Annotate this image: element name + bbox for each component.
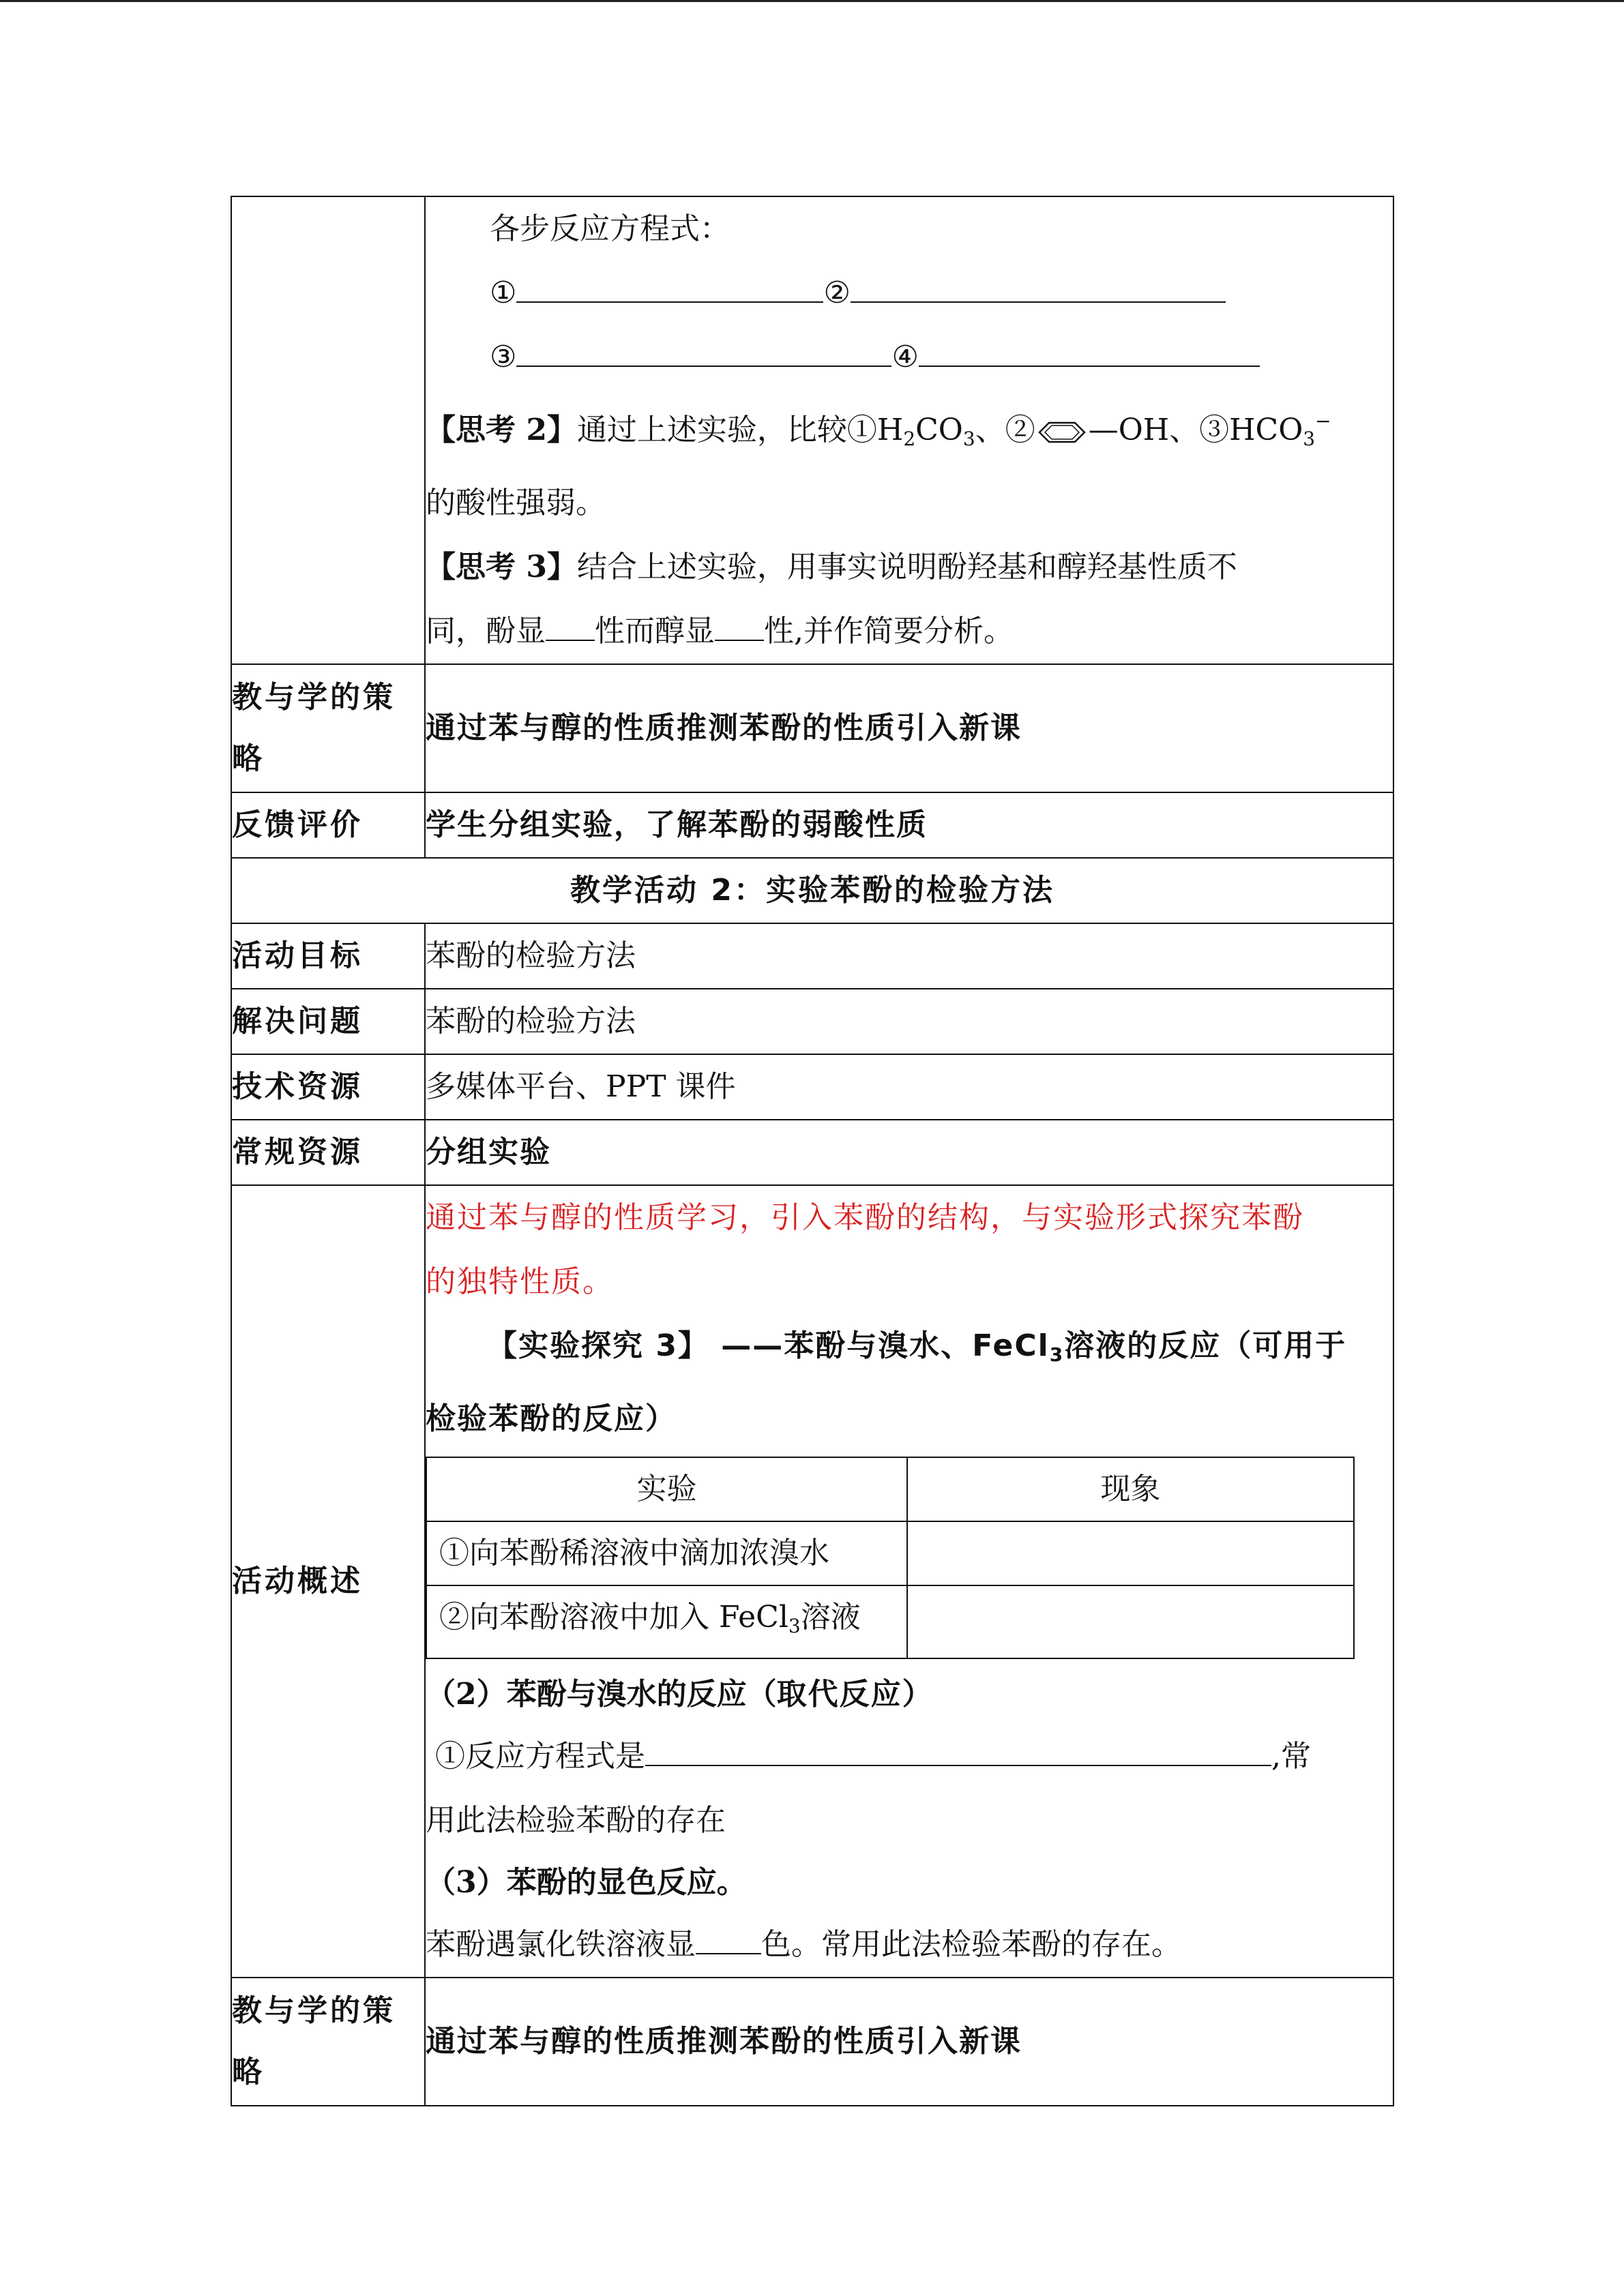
color-line: 苯酚遇氯化铁溶液显 色。常用此法检验苯酚的存在。 xyxy=(426,1927,1181,1962)
strategy2-value: 通过苯与醇的性质推测苯酚的性质引入新课 xyxy=(425,1978,1393,2106)
equation-line2: 用此法检验苯酚的存在 xyxy=(426,1803,726,1838)
row-overview xyxy=(231,1185,1393,1978)
problem-value: 苯酚的检验方法 xyxy=(425,989,1393,1054)
blank-eq3[interactable] xyxy=(516,338,891,367)
header-experiment: 实验 xyxy=(426,1457,907,1521)
think2-line: 【思考 2】通过上述实验，比较$①H_2CO_3$、② —OH、$③HCO_3^-$ xyxy=(426,410,1331,450)
strategy2-label: 教与学的策略 xyxy=(231,1978,425,2106)
section2-heading: （2）苯酚与溴水的反应（取代反应） xyxy=(426,1677,932,1712)
think3-line: 【思考 3】结合上述实验，用事实说明酚羟基和醇羟基性质不 xyxy=(426,550,1237,584)
think3-tag: 【思考 3】 xyxy=(426,550,577,584)
equation-blanks-1-2: ① ② xyxy=(426,261,1393,325)
feedback-value: 学生分组实验，了解苯酚的弱酸性质 xyxy=(425,792,1393,858)
row-problem xyxy=(231,989,1393,1054)
red-intro-line2: 的独特性质。 xyxy=(426,1264,614,1299)
header-phenomenon: 现象 xyxy=(907,1457,1354,1521)
blank-eq4[interactable] xyxy=(919,338,1260,367)
feedback-label: 反馈评价 xyxy=(231,792,425,858)
strategy-label: 教与学的策略 xyxy=(231,664,425,792)
equation-line: ①反应方程式是 ,常 xyxy=(435,1739,1311,1774)
table-row xyxy=(426,1521,1354,1585)
phenomenon-1-input[interactable] xyxy=(907,1521,1354,1585)
think2-tag: 【思考 2】 xyxy=(426,413,577,447)
row-strategy-2 xyxy=(231,1978,1393,2106)
experiment-table xyxy=(426,1457,1355,1659)
tech-value: 多媒体平台、PPT 课件 xyxy=(425,1054,1393,1120)
blank-alcohol-property[interactable] xyxy=(715,612,764,641)
experiment-header-row xyxy=(426,1457,1354,1521)
regular-value: 分组实验 xyxy=(425,1120,1393,1185)
benzene-ring-icon xyxy=(1035,419,1089,446)
empty-label-cell xyxy=(231,196,425,664)
equations-heading: 各步反应方程式： xyxy=(490,211,730,246)
row-feedback xyxy=(231,792,1393,858)
row-goal xyxy=(231,923,1393,989)
row-strategy-1 xyxy=(231,664,1393,792)
overview-label: 活动概述 xyxy=(231,1185,425,1978)
exp3-line2: 检验苯酚的反应） xyxy=(426,1401,677,1436)
problem-label: 解决问题 xyxy=(231,989,425,1054)
row-reaction-equations xyxy=(231,196,1393,664)
goal-value: 苯酚的检验方法 xyxy=(425,923,1393,989)
phenomenon-2-input[interactable] xyxy=(907,1585,1354,1658)
row-tech xyxy=(231,1054,1393,1120)
row-regular xyxy=(231,1120,1393,1185)
blank-eq1[interactable] xyxy=(516,274,823,303)
experiment-1: ①向苯酚稀溶液中滴加浓溴水 xyxy=(426,1521,907,1585)
page-top-border xyxy=(0,0,1624,2)
blank-phenol-property[interactable] xyxy=(546,612,595,641)
think2-line2: 的酸性强弱。 xyxy=(426,486,606,520)
table-row xyxy=(426,1585,1354,1658)
strategy-value: 通过苯与醇的性质推测苯酚的性质引入新课 xyxy=(425,664,1393,792)
exp3-line: 【实验探究 3】 ——苯酚与溴水、FeCl$_3$溶液的反应（可用于 xyxy=(487,1328,1347,1366)
red-intro-line1: 通过苯与醇的性质学习，引入苯酚的结构，与实验形式探究苯酚 xyxy=(426,1200,1304,1235)
section3-heading: （3）苯酚的显色反应。 xyxy=(426,1865,747,1900)
row-activity2-title xyxy=(231,858,1393,923)
blank-color[interactable] xyxy=(696,1926,761,1954)
blank-eq2[interactable] xyxy=(851,274,1226,303)
tech-label: 技术资源 xyxy=(231,1054,425,1120)
equation-blanks-3-4: ③ ④ xyxy=(426,325,1393,389)
think3-line2: 同，酚显 性而醇显 性,并作简要分析。 xyxy=(426,614,1014,648)
reaction-content-cell xyxy=(425,196,1393,664)
overview-content-cell xyxy=(425,1185,1393,1978)
blank-reaction-equation[interactable] xyxy=(645,1738,1271,1766)
experiment-2: ②向苯酚溶液中加入 FeCl$_3$溶液 xyxy=(426,1585,907,1658)
activity2-title: 教学活动 2：实验苯酚的检验方法 xyxy=(231,858,1393,923)
regular-label: 常规资源 xyxy=(231,1120,425,1185)
goal-label: 活动目标 xyxy=(231,923,425,989)
lesson-plan-table xyxy=(231,196,1394,2106)
